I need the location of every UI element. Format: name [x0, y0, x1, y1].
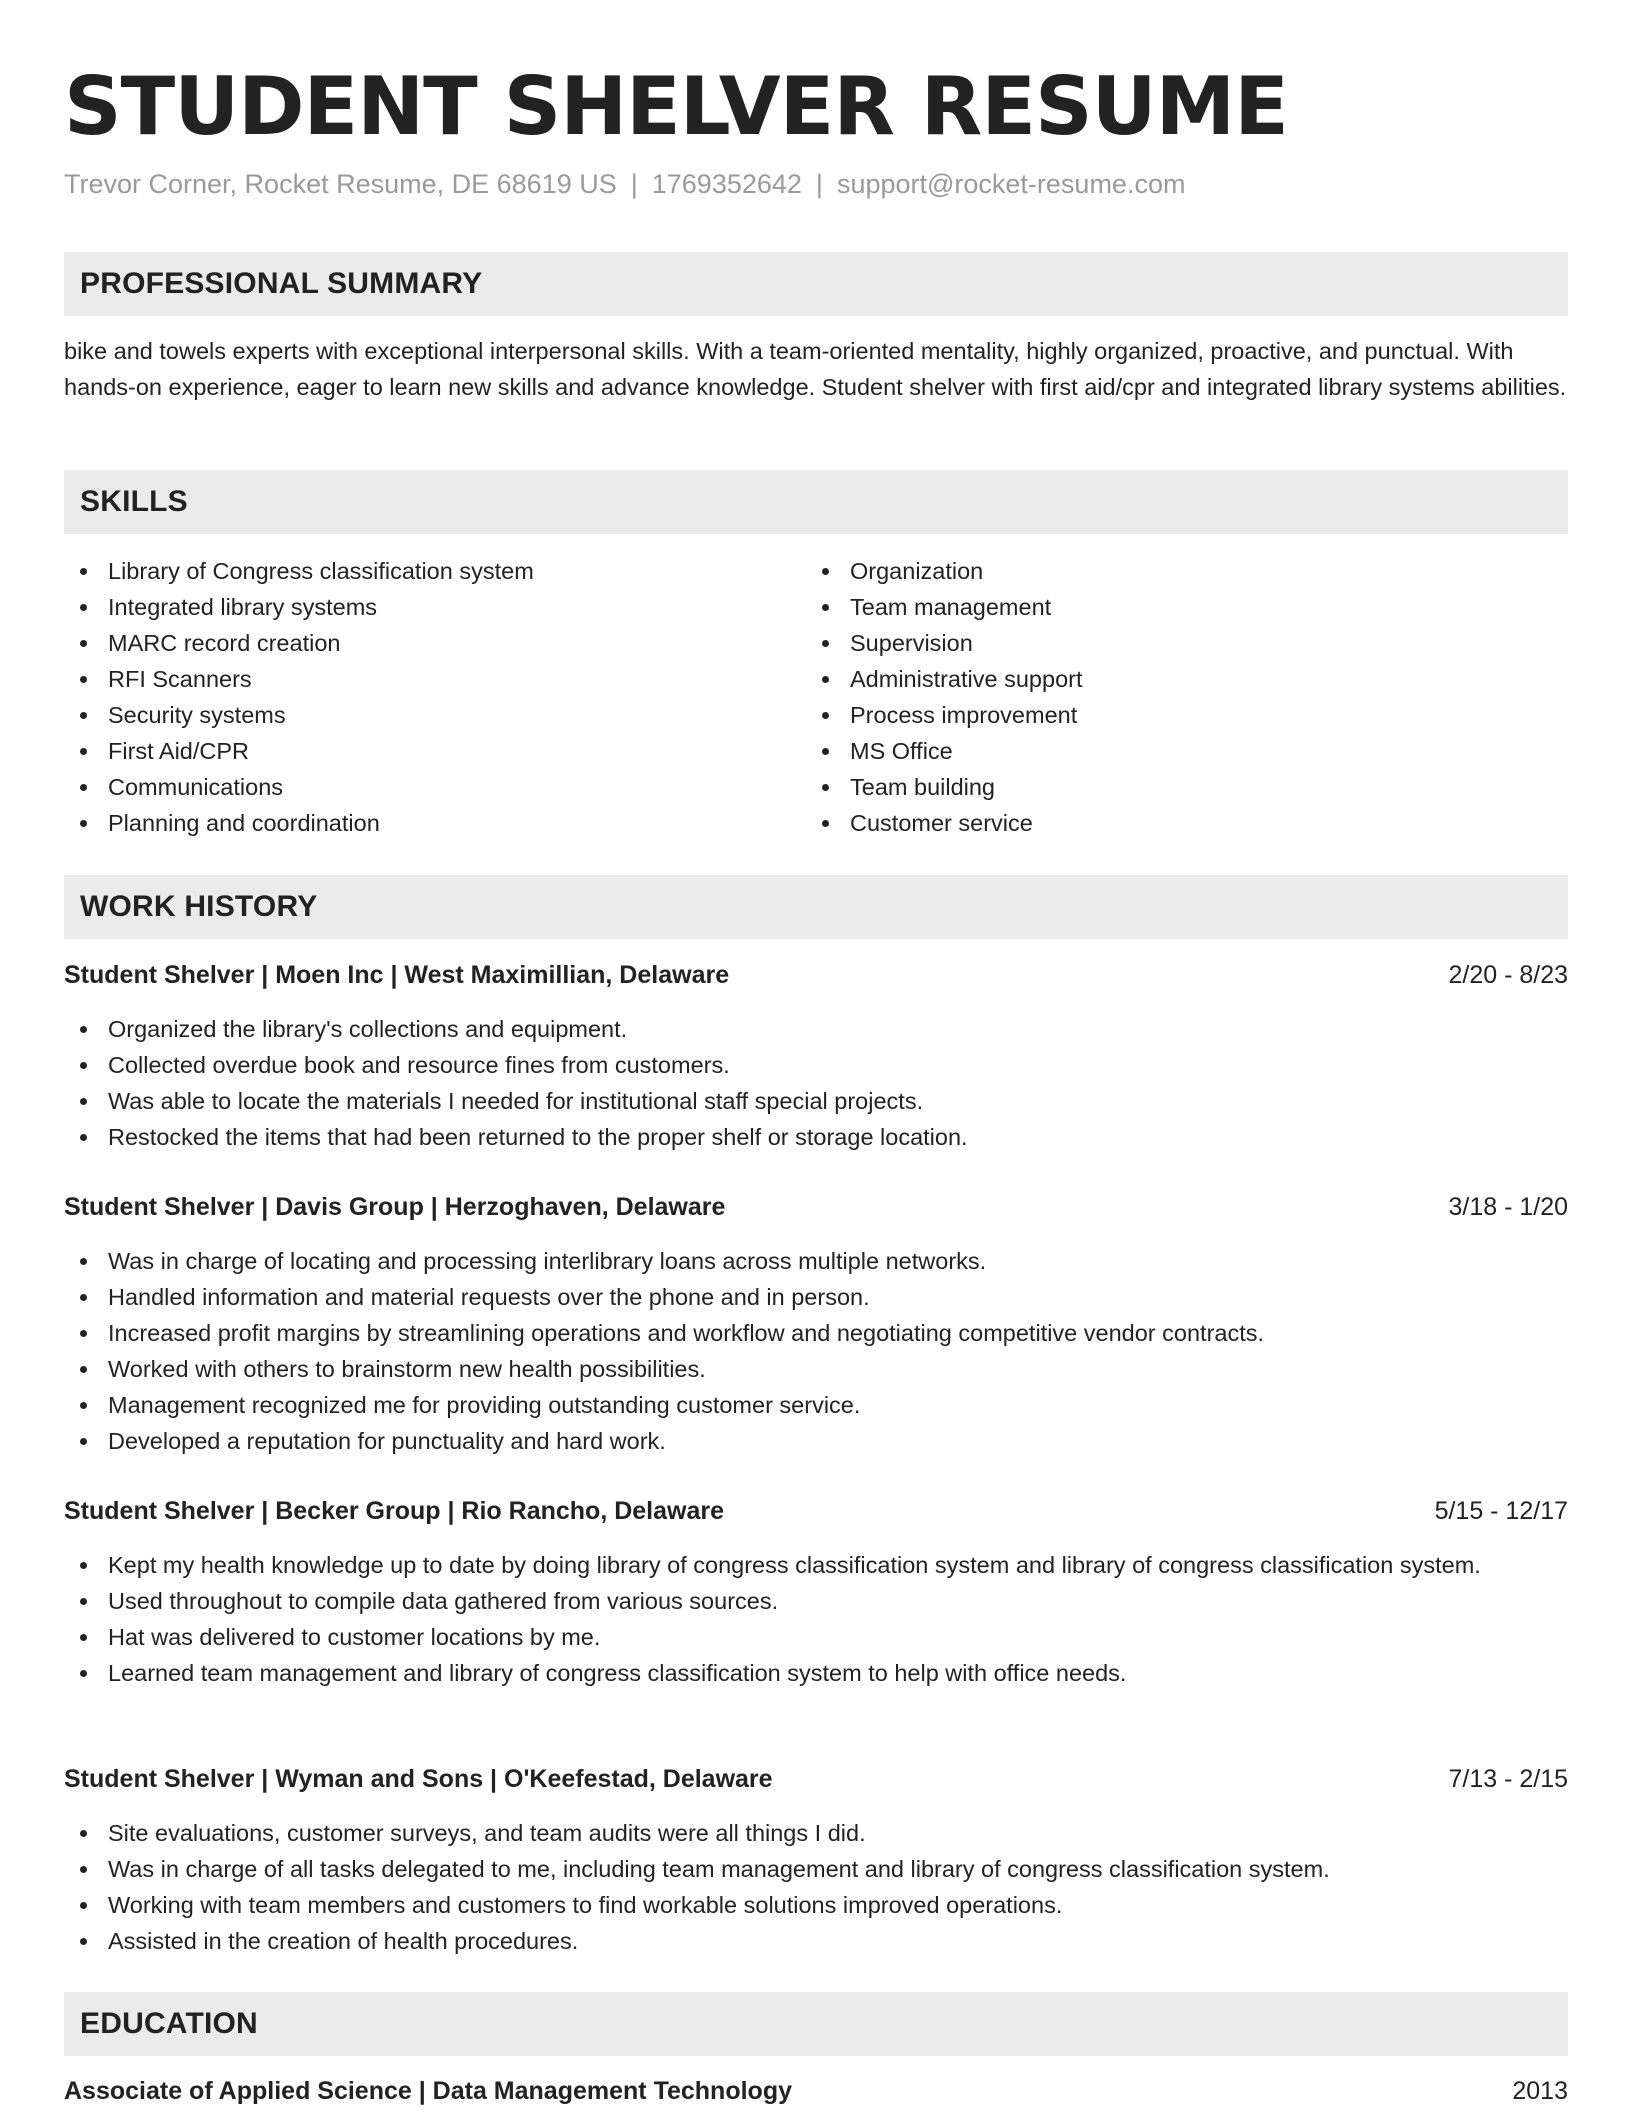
- job-bullet: Kept my health knowledge up to date by doing library of congress classification system and library of congress classification system.: [64, 1547, 1568, 1583]
- job-bullet: Collected overdue book and resource fines from customers.: [64, 1047, 1568, 1083]
- skill-item: Supervision: [806, 625, 1546, 661]
- page-title: STUDENT SHELVER RESUME: [64, 60, 1288, 153]
- skill-item: First Aid/CPR: [64, 733, 804, 769]
- job-bullet: Learned team management and library of congress classification system to help with office needs.: [64, 1655, 1568, 1691]
- job-bullet: Hat was delivered to customer locations by me.: [64, 1619, 1568, 1655]
- summary-heading: PROFESSIONAL SUMMARY: [80, 267, 483, 300]
- job-bullet: Site evaluations, customer surveys, and team audits were all things I did.: [64, 1815, 1568, 1851]
- job-bullet-list: [64, 1243, 1568, 1459]
- education-heading: EDUCATION: [80, 2007, 258, 2040]
- job-bullet: Restocked the items that had been returned to the proper shelf or storage location.: [64, 1119, 1568, 1155]
- job-bullet: Used throughout to compile data gathered from various sources.: [64, 1583, 1568, 1619]
- job-header: [64, 1187, 1568, 1227]
- education-degree: Associate of Applied Science | Data Management Technology: [64, 2077, 792, 2105]
- job-bullet: Was able to locate the materials I needed for institutional staff special projects.: [64, 1083, 1568, 1119]
- skill-item: Process improvement: [806, 697, 1546, 733]
- job-title: Student Shelver | Moen Inc | West Maximillian, Delaware: [64, 961, 730, 989]
- skills-heading: SKILLS: [80, 485, 188, 518]
- job-bullet-list: [64, 1815, 1568, 1959]
- skill-item: Planning and coordination: [64, 805, 804, 841]
- contact-email: support@rocket-resume.com: [836, 169, 1186, 199]
- skill-item: Team building: [806, 769, 1546, 805]
- skill-item: Communications: [64, 769, 804, 805]
- job-dates: 3/18 - 1/20: [1448, 1193, 1568, 1221]
- skill-item: MS Office: [806, 733, 1546, 769]
- skill-item: RFI Scanners: [64, 661, 804, 697]
- job-dates: 7/13 - 2/15: [1448, 1765, 1568, 1793]
- skill-item: Customer service: [806, 805, 1546, 841]
- job-title: Student Shelver | Wyman and Sons | O'Keefestad, Delaware: [64, 1765, 773, 1793]
- education-section-header: [64, 1992, 1568, 2056]
- skill-item: Administrative support: [806, 661, 1546, 697]
- job-bullet: Organized the library's collections and equipment.: [64, 1011, 1568, 1047]
- job-bullet: Handled information and material requests over the phone and in person.: [64, 1279, 1568, 1315]
- contact-phone: 1769352642: [651, 169, 802, 199]
- summary-section-header: [64, 252, 1568, 316]
- contact-separator: |: [630, 169, 638, 199]
- skill-item: Organization: [806, 553, 1546, 589]
- work-section-header: [64, 875, 1568, 939]
- education-year: 2013: [1512, 2077, 1568, 2105]
- job-header: [64, 1759, 1568, 1799]
- education-entry: [64, 2071, 1568, 2111]
- skill-item: Security systems: [64, 697, 804, 733]
- job-header: [64, 955, 1568, 995]
- contact-address: Trevor Corner, Rocket Resume, DE 68619 US: [64, 169, 617, 199]
- job-bullet-list: [64, 1011, 1568, 1155]
- skill-item: Team management: [806, 589, 1546, 625]
- skills-list-left: [64, 553, 804, 841]
- job-dates: 2/20 - 8/23: [1448, 961, 1568, 989]
- job-bullet: Management recognized me for providing outstanding customer service.: [64, 1387, 1568, 1423]
- skill-item: Integrated library systems: [64, 589, 804, 625]
- contact-separator: |: [815, 169, 823, 199]
- work-heading: WORK HISTORY: [80, 890, 318, 923]
- job-bullet: Was in charge of locating and processing interlibrary loans across multiple networks.: [64, 1243, 1568, 1279]
- skill-item: MARC record creation: [64, 625, 804, 661]
- job-bullet: Was in charge of all tasks delegated to me, including team management and library of congress classification system.: [64, 1851, 1568, 1887]
- job-bullet: Increased profit margins by streamlining operations and workflow and negotiating competitive vendor contracts.: [64, 1315, 1568, 1351]
- summary-text: bike and towels experts with exceptional interpersonal skills. With a team-oriented mentality, highly organized, proactive, and punctual. With hands-on experience, eager to learn new skills and advance knowledge. Student shelver with first aid/cpr and integrated library systems abilities.: [64, 338, 1567, 400]
- job-bullet: Working with team members and customers to find workable solutions improved operations.: [64, 1887, 1568, 1923]
- job-title: Student Shelver | Becker Group | Rio Rancho, Delaware: [64, 1497, 724, 1525]
- skill-item: Library of Congress classification system: [64, 553, 804, 589]
- job-header: [64, 1491, 1568, 1531]
- skills-list-right: [806, 553, 1546, 841]
- job-bullet: Worked with others to brainstorm new health possibilities.: [64, 1351, 1568, 1387]
- job-bullet: Developed a reputation for punctuality and hard work.: [64, 1423, 1568, 1459]
- contact-line: [64, 164, 1185, 204]
- job-title: Student Shelver | Davis Group | Herzoghaven, Delaware: [64, 1193, 726, 1221]
- skills-section-header: [64, 470, 1568, 534]
- job-bullet-list: [64, 1547, 1568, 1691]
- job-dates: 5/15 - 12/17: [1434, 1497, 1568, 1525]
- job-bullet: Assisted in the creation of health procedures.: [64, 1923, 1568, 1959]
